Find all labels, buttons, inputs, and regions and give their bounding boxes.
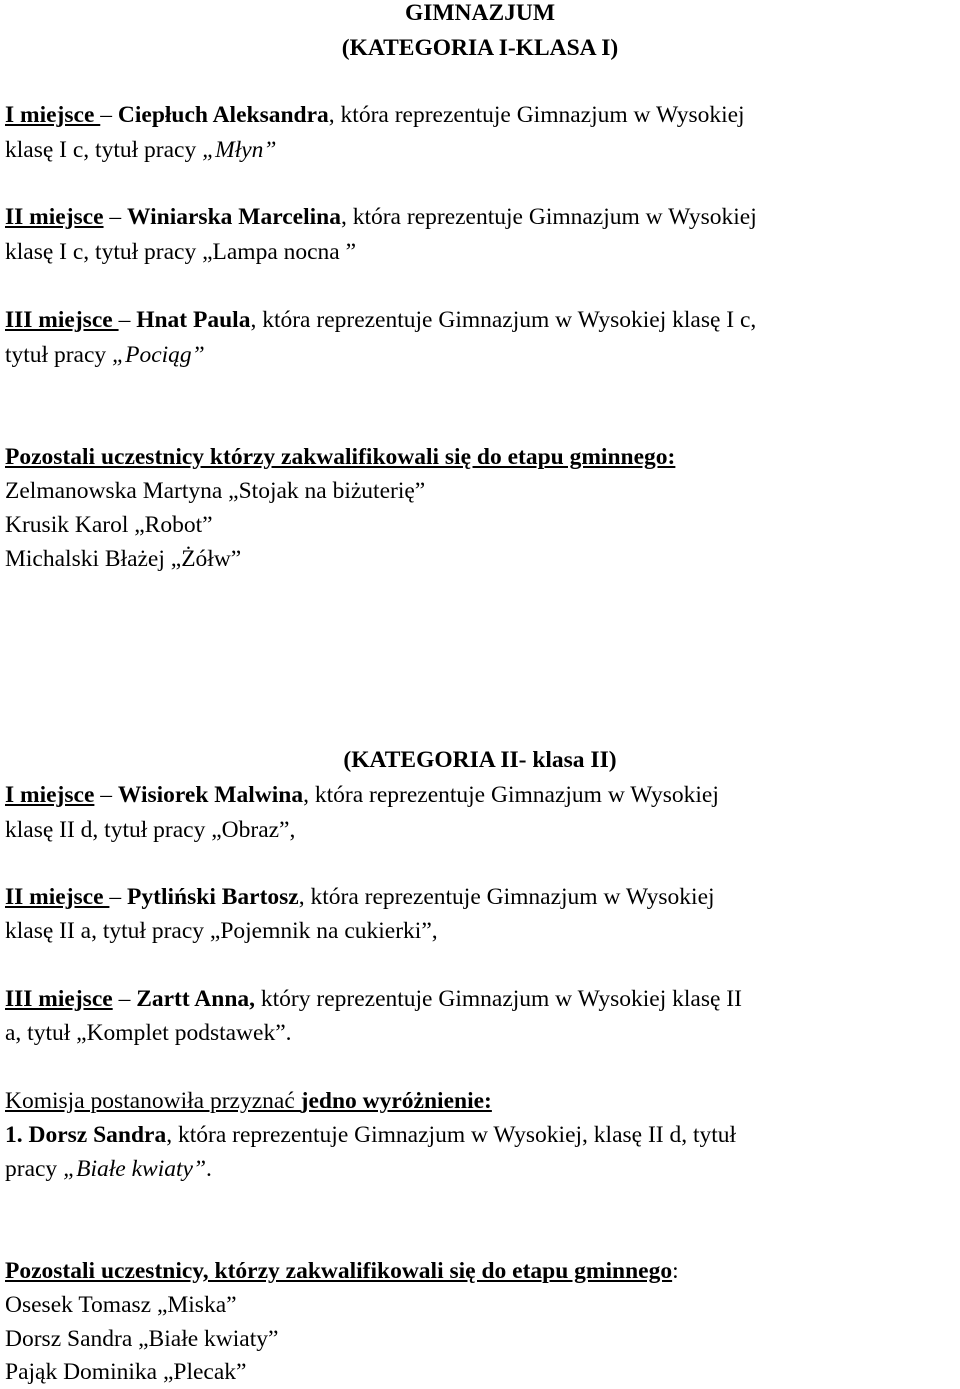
colon: : (672, 1258, 679, 1284)
cat2-place2-line2 (5, 920, 438, 944)
participant-name: Ciepłuch Aleksandra (117, 102, 329, 128)
place-label: I miejsce (5, 102, 101, 128)
work-title: „Pociąg” (112, 342, 205, 368)
dash: – (118, 307, 137, 333)
class-info: pracy (5, 1156, 64, 1182)
distinction-intro (5, 1090, 492, 1114)
class-info: a, tytuł (5, 1020, 77, 1046)
list-number: 1. (5, 1122, 29, 1148)
participant-name: Dorsz Sandra (28, 1122, 167, 1148)
cat1-place3-line1 (5, 309, 756, 333)
cat2-place3-line1 (5, 988, 742, 1012)
class-info: klasę I c, tytuł pracy (5, 239, 203, 265)
work-title: „Młyn” (202, 137, 277, 163)
dash: – (100, 102, 118, 128)
cat2-place1-line1 (5, 784, 719, 808)
place-label: II miejsce (5, 884, 110, 910)
work-title: „Komplet podstawek” (76, 1020, 286, 1046)
description: , która reprezentuje Gimnazjum w Wysokiej (298, 884, 715, 910)
cat1-place2-line1 (5, 206, 757, 230)
cat2-place1-line2 (5, 819, 295, 843)
distinction-emphasis: jedno wyróżnienie: (300, 1088, 492, 1114)
participant-name: Wisiorek Malwina (117, 782, 304, 808)
category-2-heading: (KATEGORIA II- klasa II) (343, 747, 617, 773)
dash: – (112, 986, 137, 1012)
cat2-other-participant: Dorsz Sandra „Białe kwiaty” (5, 1326, 279, 1352)
cat2-place2-line1 (5, 886, 715, 910)
others-heading-text: Pozostali uczestnicy, którzy zakwalifikowali się do etapu gminnego (5, 1258, 673, 1284)
punctuation: , (431, 918, 438, 944)
cat1-place1-line2 (5, 139, 277, 163)
place-label: III miejsce (5, 307, 119, 333)
cat1-place3-line2 (5, 344, 205, 368)
distinction-line1 (5, 1124, 736, 1148)
participant-name: Pytliński Bartosz (127, 884, 299, 910)
category-1-heading: (KATEGORIA I-KLASA I) (341, 35, 619, 61)
cat2-other-participant: Osesek Tomasz „Miska” (5, 1292, 237, 1318)
distinction-intro-text: Komisja postanowiła przyznać (5, 1088, 301, 1114)
class-info: tytuł pracy (5, 342, 113, 368)
punctuation: , (289, 817, 296, 843)
dash: – (94, 782, 118, 808)
participant-name: Zartt Anna, (136, 986, 256, 1012)
description: , która reprezentuje Gimnazjum w Wysokiej (340, 204, 757, 230)
description: , która reprezentuje Gimnazjum w Wysokiej klasę I c, (250, 307, 757, 333)
class-info: klasę II d, tytuł pracy (5, 817, 212, 843)
dash: – (103, 204, 128, 230)
cat1-others-heading: Pozostali uczestnicy którzy zakwalifikowali się do etapu gminnego: (5, 444, 676, 470)
cat1-other-participant: Krusik Karol „Robot” (5, 512, 213, 538)
work-title: „Obraz” (211, 817, 290, 843)
punctuation: . (206, 1156, 212, 1182)
description: który reprezentuje Gimnazjum w Wysokiej klasę II (255, 986, 742, 1012)
participant-name: Winiarska Marcelina (127, 204, 341, 230)
participant-name: Hnat Paula (136, 307, 251, 333)
distinction-line2 (5, 1158, 212, 1182)
cat1-place1-line1 (5, 104, 745, 128)
class-info: klasę I c, tytuł pracy (5, 137, 203, 163)
description: , która reprezentuje Gimnazjum w Wysokiej (328, 102, 745, 128)
class-info: klasę II a, tytuł pracy (5, 918, 210, 944)
dash: – (109, 884, 128, 910)
place-label: III miejsce (5, 986, 113, 1012)
punctuation: . (285, 1020, 292, 1046)
document-title: GIMNAZJUM (404, 0, 556, 26)
work-title: „Białe kwiaty” (63, 1156, 207, 1182)
cat2-place3-line2 (5, 1022, 292, 1046)
cat2-other-participant: Pająk Dominika „Plecak” (5, 1359, 247, 1385)
cat1-other-participant: Michalski Błażej „Żółw” (5, 546, 242, 572)
cat2-others-heading (5, 1260, 679, 1284)
place-label: I miejsce (5, 782, 95, 808)
cat1-place2-line2 (5, 241, 356, 265)
place-label: II miejsce (5, 204, 104, 230)
cat1-other-participant: Zelmanowska Martyna „Stojak na biżuterię” (5, 478, 426, 504)
description: , która reprezentuje Gimnazjum w Wysokiej, klasę II d, tytuł (166, 1122, 737, 1148)
work-title: „Lampa nocna ” (202, 239, 357, 265)
work-title: „Pojemnik na cukierki” (209, 918, 432, 944)
description: , która reprezentuje Gimnazjum w Wysokiej (303, 782, 719, 808)
